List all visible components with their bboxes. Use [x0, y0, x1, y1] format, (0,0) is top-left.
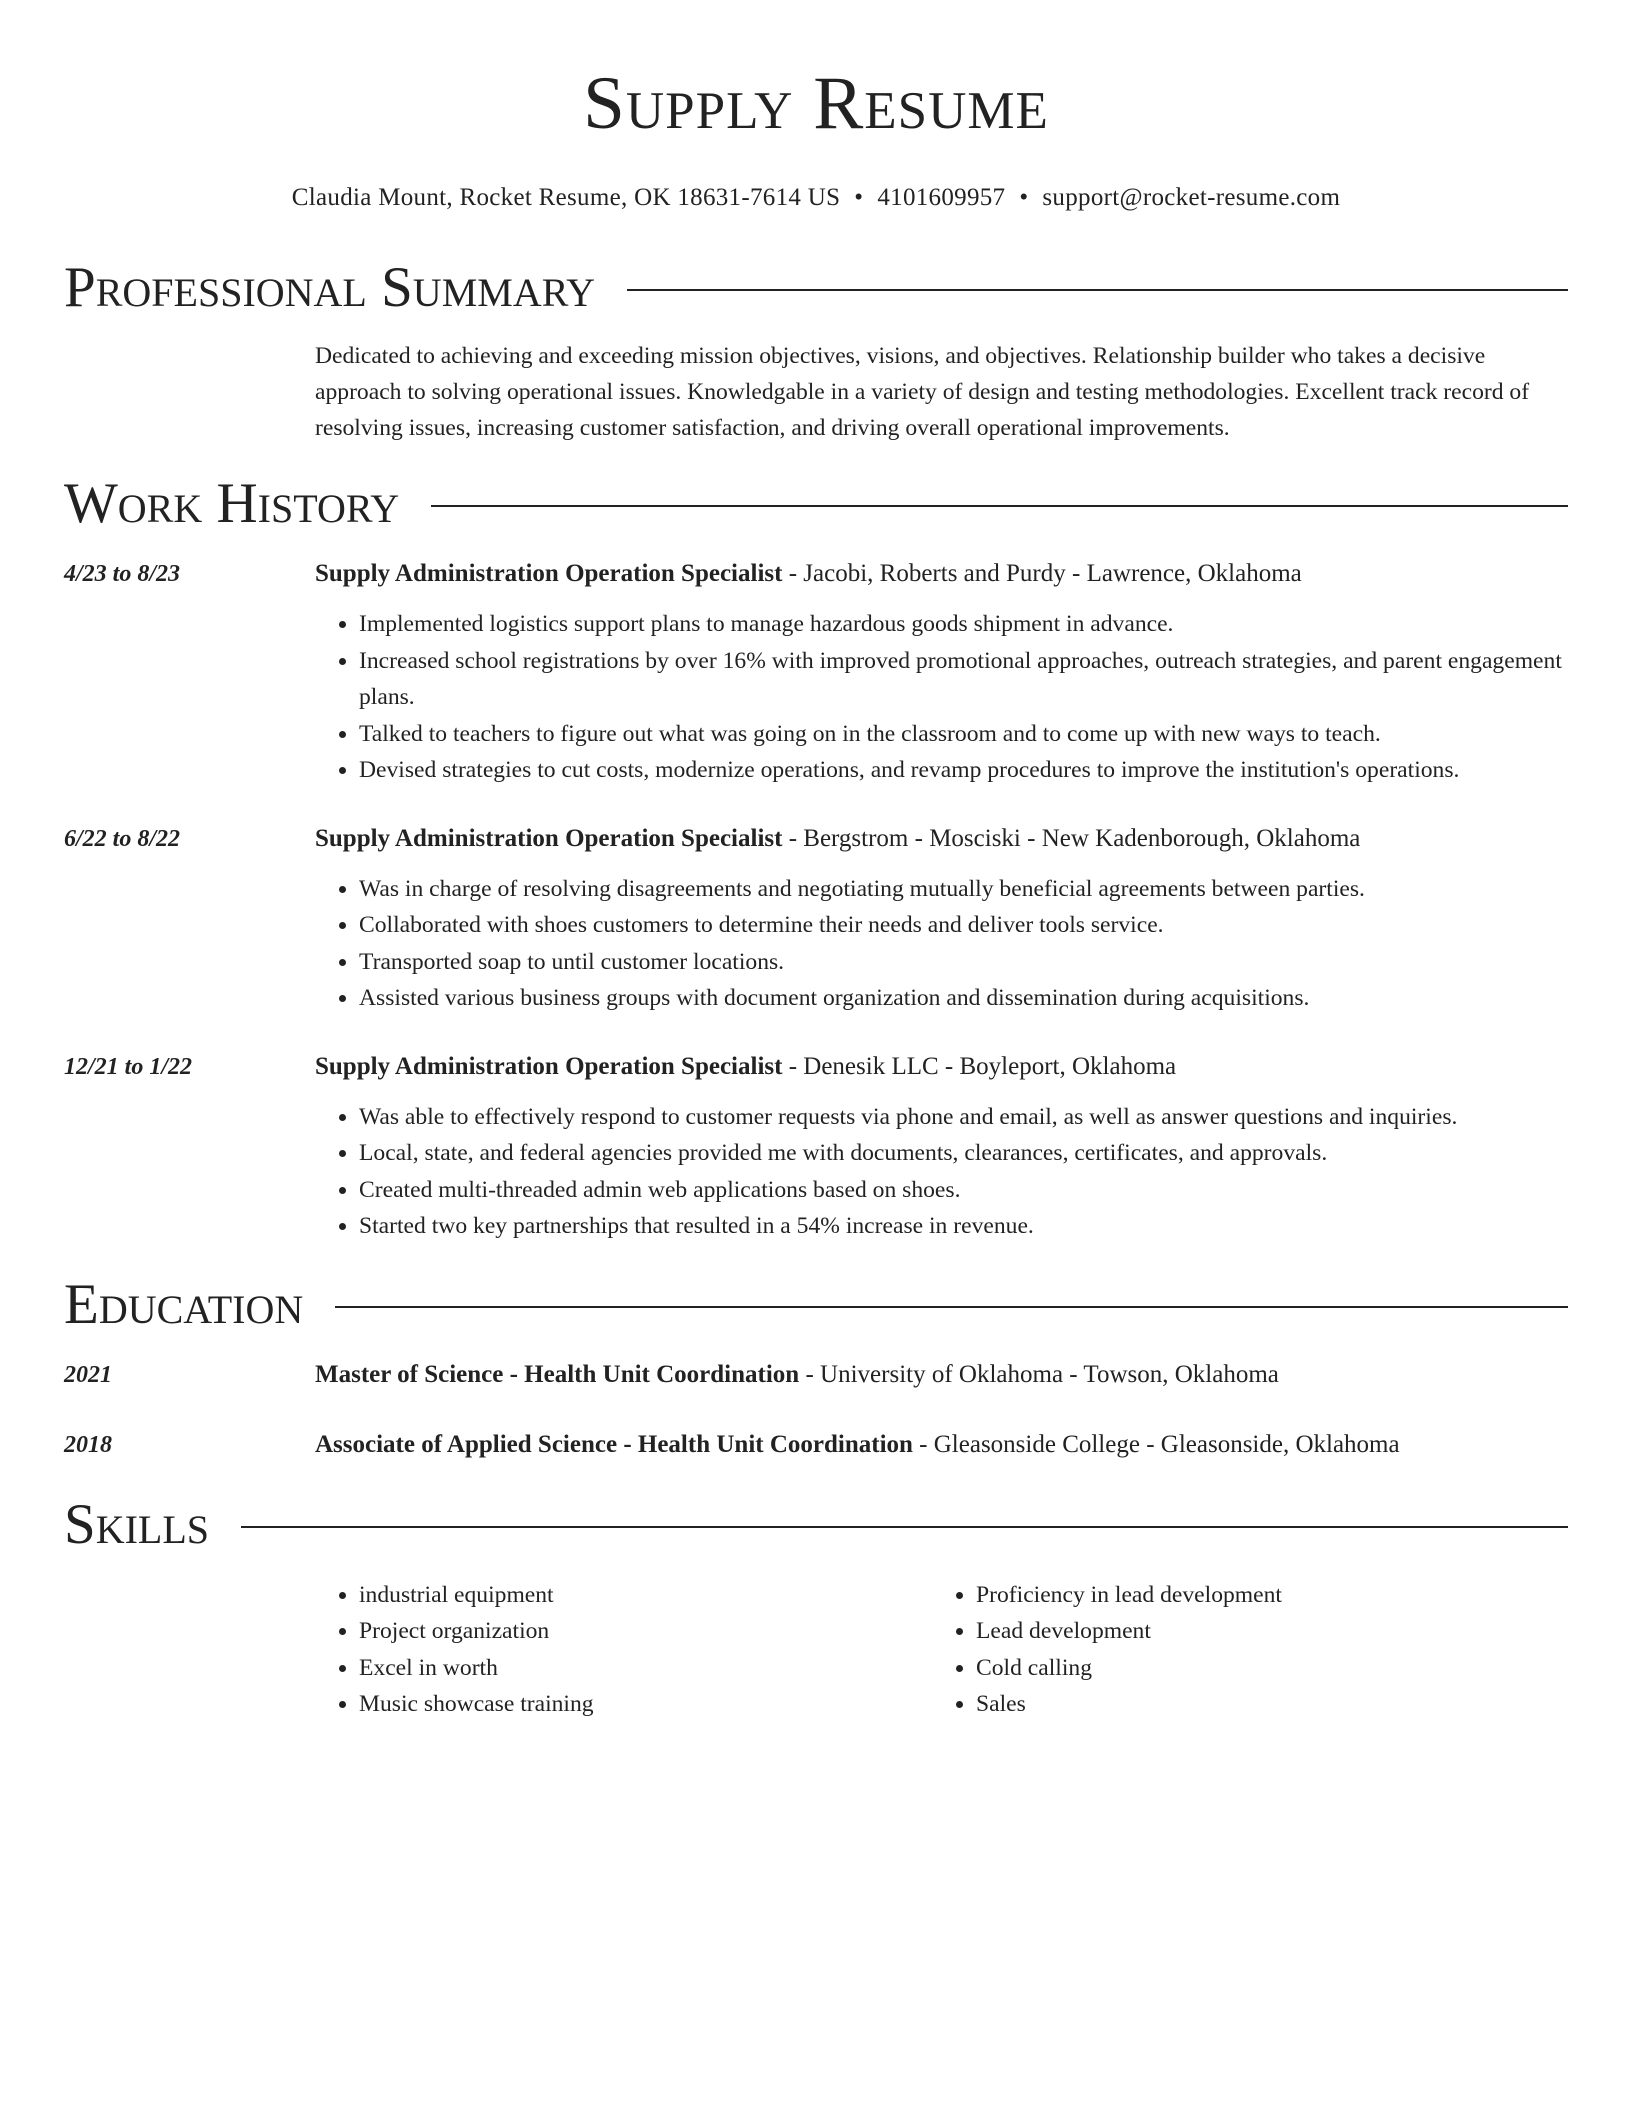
job-bullet: • Was able to effectively respond to customer requests via phone and email, as well as answer questions and inquiries.	[359, 1099, 1568, 1136]
summary-text: Dedicated to achieving and exceeding mission objectives, visions, and objectives. Relationship builder who takes a decisive approach to solving operational issues. Knowledgable in a variety of design and testing methodologies. Excellent track record of resolving issues, increasing customer satisfaction, and driving overall operational improvements.	[315, 343, 1530, 441]
job-role: Supply Administration Operation Specialist	[315, 824, 783, 852]
job-body	[315, 556, 1568, 789]
job-bullet: • Implemented logistics support plans to manage hazardous goods shipment in advance.	[359, 606, 1568, 643]
contact-separator: •	[854, 184, 864, 211]
education-details: - University of Oklahoma - Towson, Oklahoma	[799, 1360, 1279, 1388]
skill-item: • Excel in worth	[359, 1650, 932, 1687]
job-title-line	[315, 821, 1568, 857]
education-section-header	[64, 1273, 1568, 1337]
job-bullet: • Created multi-threaded admin web applications based on shoes.	[359, 1172, 1568, 1209]
summary-section-header	[64, 256, 1568, 320]
summary-heading: Professional Summary	[64, 256, 596, 319]
job-body	[315, 821, 1568, 1017]
work-section-header	[64, 472, 1568, 536]
education-entry	[64, 1357, 1568, 1393]
education-year: 2021	[64, 1361, 112, 1388]
job-bullet: • Increased school registrations by over 16% with improved promotional approaches, outreach strategies, and parent engagement plans.	[359, 643, 1568, 716]
job-details: - Jacobi, Roberts and Purdy - Lawrence, Oklahoma	[782, 560, 1302, 587]
job-dates: 6/22 to 8/22	[64, 825, 181, 852]
job-bullet: • Assisted various business groups with document organization and dissemination during acquisitions.	[359, 980, 1568, 1017]
job-bullet: • Collaborated with shoes customers to determine their needs and deliver tools service.	[359, 907, 1568, 944]
section-divider	[241, 1526, 1568, 1528]
skills-list	[315, 1577, 1568, 1723]
section-divider	[627, 289, 1568, 291]
education-entry	[64, 1427, 1568, 1463]
education-degree: Master of Science - Health Unit Coordination	[315, 1360, 800, 1388]
skill-item: • industrial equipment	[359, 1577, 932, 1614]
contact-phone: 4101609957	[877, 184, 1006, 211]
job-bullet: • Devised strategies to cut costs, modernize operations, and revamp procedures to improve the institution's operations.	[359, 752, 1568, 789]
job-entry	[64, 821, 1568, 1017]
work-heading: Work History	[64, 472, 400, 535]
resume-page	[64, 0, 1568, 1723]
job-bullet: • Talked to teachers to figure out what was going on in the classroom and to come up with new ways to teach.	[359, 716, 1568, 753]
skill-item: • Project organization	[359, 1613, 932, 1650]
skill-item: • Lead development	[976, 1613, 1549, 1650]
contact-address: Claudia Mount, Rocket Resume, OK 18631-7614 US	[291, 184, 841, 211]
job-dates: 4/23 to 8/23	[64, 561, 181, 587]
contact-separator: •	[1019, 184, 1029, 211]
education-details: - Gleasonside College - Gleasonside, Oklahoma	[912, 1430, 1400, 1458]
skill-item: • Sales	[976, 1686, 1549, 1723]
job-dates: 12/21 to 1/22	[64, 1053, 193, 1080]
job-entry	[64, 556, 1568, 789]
skill-item: • Cold calling	[976, 1650, 1549, 1687]
job-entry	[64, 1049, 1568, 1245]
job-bullets	[315, 606, 1568, 789]
job-bullet: • Local, state, and federal agencies provided me with documents, clearances, certificates, and approvals.	[359, 1135, 1568, 1172]
section-divider	[431, 505, 1568, 507]
skills-column-left	[315, 1577, 932, 1723]
job-bullets	[315, 871, 1568, 1017]
job-title-line	[315, 556, 1568, 592]
job-role: Supply Administration Operation Specialist	[315, 1052, 783, 1080]
section-divider	[335, 1306, 1568, 1308]
job-details: - Bergstrom - Mosciski - New Kadenborough, Oklahoma	[782, 824, 1361, 852]
contact-email: support@rocket-resume.com	[1042, 184, 1341, 211]
job-role: Supply Administration Operation Specialist	[315, 560, 783, 587]
job-details: - Denesik LLC - Boyleport, Oklahoma	[782, 1052, 1177, 1080]
resume-title: Supply Resume	[583, 62, 1049, 145]
job-bullet: • Started two key partnerships that resulted in a 54% increase in revenue.	[359, 1208, 1568, 1245]
contact-line	[64, 184, 1568, 212]
job-bullet: • Was in charge of resolving disagreements and negotiating mutually beneficial agreements between parties.	[359, 871, 1568, 908]
education-heading: Education	[64, 1272, 304, 1336]
education-degree: Associate of Applied Science - Health Unit Coordination	[315, 1430, 913, 1458]
skill-item: • Proficiency in lead development	[976, 1577, 1549, 1614]
education-year: 2018	[64, 1431, 112, 1458]
job-body	[315, 1049, 1568, 1245]
job-title-line	[315, 1049, 1568, 1085]
skills-section-header	[64, 1493, 1568, 1557]
job-bullets	[315, 1099, 1568, 1245]
skill-item: • Music showcase training	[359, 1686, 932, 1723]
skills-heading: Skills	[64, 1492, 210, 1556]
skills-column-right	[932, 1577, 1549, 1723]
education-title-line	[315, 1427, 1400, 1463]
job-bullet: • Transported soap to until customer locations.	[359, 944, 1568, 981]
education-title-line	[315, 1357, 1279, 1393]
